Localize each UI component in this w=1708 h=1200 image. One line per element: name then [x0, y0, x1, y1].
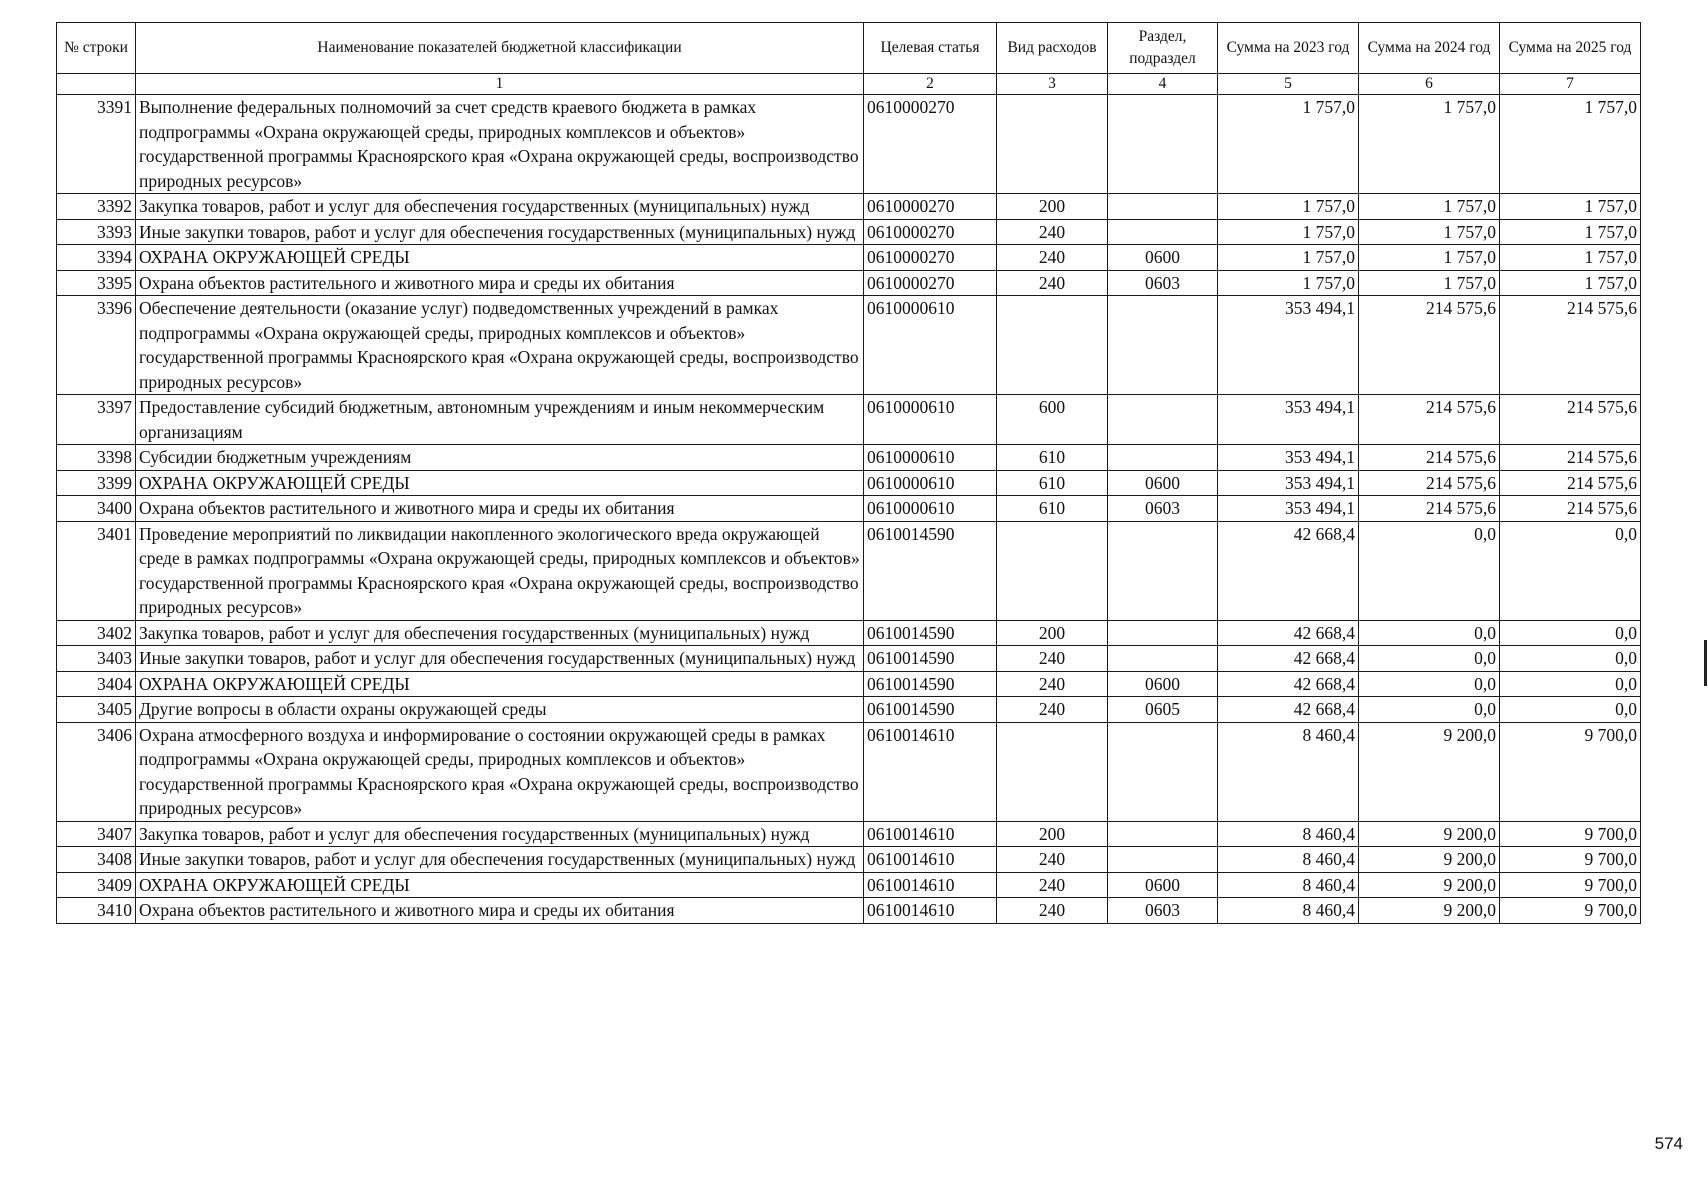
row-sum-2023: 42 668,4 [1218, 521, 1359, 620]
row-sum-2025: 1 757,0 [1500, 219, 1641, 245]
row-target-article: 0610014590 [864, 697, 997, 723]
row-target-article: 0610014590 [864, 620, 997, 646]
row-sum-2023: 1 757,0 [1218, 95, 1359, 194]
row-section [1108, 296, 1218, 395]
row-name: Охрана атмосферного воздуха и информирование о состоянии окружающей среды в рамках подпрограммы «Охрана окружающей среды, природных комплексов и объектов» государственной программы Красноярского края «Охрана окружающей среды, воспроизводство природных ресурсов» [136, 722, 864, 821]
row-target-article: 0610000270 [864, 194, 997, 220]
table-row [57, 722, 1641, 821]
column-number: 7 [1500, 74, 1641, 95]
row-sum-2025: 0,0 [1500, 646, 1641, 672]
row-name: Охрана объектов растительного и животного мира и среды их обитания [136, 496, 864, 522]
row-target-article: 0610000610 [864, 496, 997, 522]
row-number: 3408 [57, 847, 136, 873]
row-sum-2024: 1 757,0 [1359, 219, 1500, 245]
table-body [57, 95, 1641, 924]
row-expense-type: 610 [997, 470, 1108, 496]
row-sum-2023: 42 668,4 [1218, 697, 1359, 723]
row-name: ОХРАНА ОКРУЖАЮЩЕЙ СРЕДЫ [136, 872, 864, 898]
row-sum-2025: 9 700,0 [1500, 821, 1641, 847]
row-number: 3395 [57, 270, 136, 296]
row-sum-2025: 1 757,0 [1500, 95, 1641, 194]
row-sum-2025: 0,0 [1500, 697, 1641, 723]
table-row [57, 496, 1641, 522]
table-row [57, 194, 1641, 220]
column-number [57, 74, 136, 95]
row-expense-type: 240 [997, 646, 1108, 672]
row-target-article: 0610014610 [864, 722, 997, 821]
row-number: 3391 [57, 95, 136, 194]
row-name: Охрана объектов растительного и животного мира и среды их обитания [136, 270, 864, 296]
row-sum-2023: 42 668,4 [1218, 620, 1359, 646]
table-row [57, 395, 1641, 445]
column-number: 2 [864, 74, 997, 95]
row-expense-type: 240 [997, 898, 1108, 924]
row-number: 3409 [57, 872, 136, 898]
row-sum-2025: 9 700,0 [1500, 898, 1641, 924]
row-target-article: 0610000270 [864, 95, 997, 194]
row-number: 3396 [57, 296, 136, 395]
row-expense-type [997, 722, 1108, 821]
row-sum-2023: 1 757,0 [1218, 219, 1359, 245]
row-number: 3406 [57, 722, 136, 821]
row-sum-2024: 214 575,6 [1359, 445, 1500, 471]
row-sum-2025: 214 575,6 [1500, 296, 1641, 395]
column-number-row [57, 74, 1641, 95]
row-number: 3393 [57, 219, 136, 245]
row-sum-2025: 1 757,0 [1500, 270, 1641, 296]
header-exp-type: Вид расходов [997, 23, 1108, 74]
header-row-no: № строки [57, 23, 136, 74]
row-sum-2023: 8 460,4 [1218, 722, 1359, 821]
row-section [1108, 95, 1218, 194]
row-sum-2024: 9 200,0 [1359, 872, 1500, 898]
row-expense-type: 240 [997, 872, 1108, 898]
row-target-article: 0610014610 [864, 821, 997, 847]
row-section [1108, 194, 1218, 220]
row-target-article: 0610000270 [864, 270, 997, 296]
table-row [57, 445, 1641, 471]
row-number: 3398 [57, 445, 136, 471]
row-sum-2023: 8 460,4 [1218, 898, 1359, 924]
row-section: 0600 [1108, 671, 1218, 697]
row-sum-2024: 9 200,0 [1359, 722, 1500, 821]
row-number: 3400 [57, 496, 136, 522]
row-expense-type: 610 [997, 496, 1108, 522]
table-row [57, 646, 1641, 672]
column-number: 5 [1218, 74, 1359, 95]
row-sum-2024: 214 575,6 [1359, 395, 1500, 445]
table-row [57, 671, 1641, 697]
row-sum-2023: 8 460,4 [1218, 847, 1359, 873]
table-row [57, 872, 1641, 898]
table-row [57, 821, 1641, 847]
row-section: 0603 [1108, 270, 1218, 296]
row-target-article: 0610014590 [864, 671, 997, 697]
table-row [57, 847, 1641, 873]
row-sum-2025: 214 575,6 [1500, 470, 1641, 496]
row-expense-type: 240 [997, 219, 1108, 245]
row-sum-2023: 8 460,4 [1218, 821, 1359, 847]
row-expense-type: 200 [997, 194, 1108, 220]
row-section: 0605 [1108, 697, 1218, 723]
header-section: Раздел, подраздел [1108, 23, 1218, 74]
row-name: Охрана объектов растительного и животного мира и среды их обитания [136, 898, 864, 924]
row-sum-2023: 353 494,1 [1218, 296, 1359, 395]
row-name: ОХРАНА ОКРУЖАЮЩЕЙ СРЕДЫ [136, 245, 864, 271]
table-row [57, 470, 1641, 496]
row-sum-2023: 353 494,1 [1218, 470, 1359, 496]
row-sum-2024: 214 575,6 [1359, 470, 1500, 496]
table-row [57, 296, 1641, 395]
table-header [57, 23, 1641, 95]
column-number: 6 [1359, 74, 1500, 95]
row-section: 0600 [1108, 872, 1218, 898]
row-name: Предоставление субсидий бюджетным, автономным учреждениям и иным некоммерческим организациям [136, 395, 864, 445]
row-target-article: 0610014610 [864, 872, 997, 898]
row-expense-type: 240 [997, 671, 1108, 697]
row-section [1108, 722, 1218, 821]
row-name: Другие вопросы в области охраны окружающей среды [136, 697, 864, 723]
row-name: Закупка товаров, работ и услуг для обеспечения государственных (муниципальных) нужд [136, 821, 864, 847]
row-sum-2024: 214 575,6 [1359, 496, 1500, 522]
row-name: Субсидии бюджетным учреждениям [136, 445, 864, 471]
row-section [1108, 646, 1218, 672]
row-expense-type: 610 [997, 445, 1108, 471]
table-row [57, 898, 1641, 924]
row-number: 3402 [57, 620, 136, 646]
row-expense-type: 240 [997, 847, 1108, 873]
row-name: Иные закупки товаров, работ и услуг для обеспечения государственных (муниципальных) нужд [136, 847, 864, 873]
row-sum-2025: 0,0 [1500, 620, 1641, 646]
row-sum-2023: 42 668,4 [1218, 671, 1359, 697]
row-sum-2024: 0,0 [1359, 671, 1500, 697]
page-number: 574 [1654, 1134, 1683, 1153]
row-number: 3407 [57, 821, 136, 847]
scan-edge-mark [1704, 640, 1707, 686]
row-section [1108, 620, 1218, 646]
row-target-article: 0610000610 [864, 470, 997, 496]
row-number: 3394 [57, 245, 136, 271]
header-sum-2025: Сумма на 2025 год [1500, 23, 1641, 74]
header-target: Целевая статья [864, 23, 997, 74]
row-name: ОХРАНА ОКРУЖАЮЩЕЙ СРЕДЫ [136, 671, 864, 697]
row-target-article: 0610000270 [864, 219, 997, 245]
row-sum-2024: 214 575,6 [1359, 296, 1500, 395]
table-row [57, 270, 1641, 296]
row-sum-2024: 0,0 [1359, 697, 1500, 723]
row-section [1108, 445, 1218, 471]
row-name: Обеспечение деятельности (оказание услуг) подведомственных учреждений в рамках подпрограммы «Охрана окружающей среды, природных комплексов и объектов» государственной программы Красноярского края «Охрана окружающей среды, воспроизводство природных ресурсов» [136, 296, 864, 395]
row-number: 3405 [57, 697, 136, 723]
table-row [57, 245, 1641, 271]
row-expense-type: 240 [997, 245, 1108, 271]
row-name: Выполнение федеральных полномочий за счет средств краевого бюджета в рамках подпрограммы «Охрана окружающей среды, природных комплексов и объектов» государственной программы Красноярского края «Охрана окружающей среды, воспроизводство природных ресурсов» [136, 95, 864, 194]
row-section [1108, 821, 1218, 847]
row-sum-2023: 8 460,4 [1218, 872, 1359, 898]
row-number: 3403 [57, 646, 136, 672]
table-row [57, 521, 1641, 620]
row-sum-2025: 214 575,6 [1500, 496, 1641, 522]
row-target-article: 0610000270 [864, 245, 997, 271]
row-expense-type [997, 296, 1108, 395]
row-number: 3392 [57, 194, 136, 220]
row-sum-2023: 353 494,1 [1218, 496, 1359, 522]
row-sum-2025: 0,0 [1500, 671, 1641, 697]
row-sum-2025: 0,0 [1500, 521, 1641, 620]
row-sum-2024: 9 200,0 [1359, 821, 1500, 847]
row-section [1108, 521, 1218, 620]
row-sum-2024: 9 200,0 [1359, 847, 1500, 873]
row-section: 0603 [1108, 496, 1218, 522]
table-row [57, 95, 1641, 194]
row-section [1108, 395, 1218, 445]
row-sum-2024: 1 757,0 [1359, 270, 1500, 296]
row-sum-2024: 1 757,0 [1359, 245, 1500, 271]
row-sum-2024: 1 757,0 [1359, 194, 1500, 220]
header-row [57, 23, 1641, 74]
row-name: Закупка товаров, работ и услуг для обеспечения государственных (муниципальных) нужд [136, 620, 864, 646]
row-sum-2023: 1 757,0 [1218, 245, 1359, 271]
row-target-article: 0610014590 [864, 646, 997, 672]
row-sum-2025: 1 757,0 [1500, 194, 1641, 220]
row-name: Иные закупки товаров, работ и услуг для обеспечения государственных (муниципальных) нужд [136, 646, 864, 672]
row-number: 3410 [57, 898, 136, 924]
row-name: Иные закупки товаров, работ и услуг для обеспечения государственных (муниципальных) нужд [136, 219, 864, 245]
row-section: 0603 [1108, 898, 1218, 924]
row-sum-2025: 9 700,0 [1500, 722, 1641, 821]
row-name: Закупка товаров, работ и услуг для обеспечения государственных (муниципальных) нужд [136, 194, 864, 220]
budget-table [56, 22, 1641, 924]
row-name: ОХРАНА ОКРУЖАЮЩЕЙ СРЕДЫ [136, 470, 864, 496]
table-row [57, 219, 1641, 245]
row-number: 3399 [57, 470, 136, 496]
column-number: 4 [1108, 74, 1218, 95]
row-sum-2024: 0,0 [1359, 620, 1500, 646]
row-expense-type: 240 [997, 270, 1108, 296]
row-target-article: 0610000610 [864, 445, 997, 471]
row-sum-2025: 1 757,0 [1500, 245, 1641, 271]
row-number: 3401 [57, 521, 136, 620]
row-sum-2024: 1 757,0 [1359, 95, 1500, 194]
row-target-article: 0610000610 [864, 296, 997, 395]
row-sum-2023: 353 494,1 [1218, 445, 1359, 471]
row-target-article: 0610014610 [864, 898, 997, 924]
row-target-article: 0610014610 [864, 847, 997, 873]
column-number: 1 [136, 74, 864, 95]
row-expense-type [997, 521, 1108, 620]
row-sum-2023: 42 668,4 [1218, 646, 1359, 672]
row-sum-2023: 1 757,0 [1218, 270, 1359, 296]
row-number: 3404 [57, 671, 136, 697]
header-sum-2024: Сумма на 2024 год [1359, 23, 1500, 74]
row-sum-2024: 0,0 [1359, 646, 1500, 672]
row-sum-2024: 9 200,0 [1359, 898, 1500, 924]
header-sum-2023: Сумма на 2023 год [1218, 23, 1359, 74]
row-section: 0600 [1108, 470, 1218, 496]
row-sum-2025: 214 575,6 [1500, 445, 1641, 471]
row-sum-2024: 0,0 [1359, 521, 1500, 620]
row-sum-2023: 353 494,1 [1218, 395, 1359, 445]
row-expense-type: 200 [997, 620, 1108, 646]
table-row [57, 697, 1641, 723]
row-section: 0600 [1108, 245, 1218, 271]
row-section [1108, 219, 1218, 245]
row-sum-2025: 214 575,6 [1500, 395, 1641, 445]
column-number: 3 [997, 74, 1108, 95]
row-number: 3397 [57, 395, 136, 445]
row-expense-type: 240 [997, 697, 1108, 723]
row-expense-type [997, 95, 1108, 194]
row-expense-type: 200 [997, 821, 1108, 847]
row-sum-2025: 9 700,0 [1500, 847, 1641, 873]
row-expense-type: 600 [997, 395, 1108, 445]
row-section [1108, 847, 1218, 873]
header-name: Наименование показателей бюджетной классификации [136, 23, 864, 74]
row-target-article: 0610014590 [864, 521, 997, 620]
row-sum-2025: 9 700,0 [1500, 872, 1641, 898]
row-target-article: 0610000610 [864, 395, 997, 445]
row-name: Проведение мероприятий по ликвидации накопленного экологического вреда окружающей среде в рамках подпрограммы «Охрана окружающей среды, природных комплексов и объектов» государственной программы Красноярского края «Охрана окружающей среды, воспроизводство природных ресурсов» [136, 521, 864, 620]
row-sum-2023: 1 757,0 [1218, 194, 1359, 220]
table-row [57, 620, 1641, 646]
